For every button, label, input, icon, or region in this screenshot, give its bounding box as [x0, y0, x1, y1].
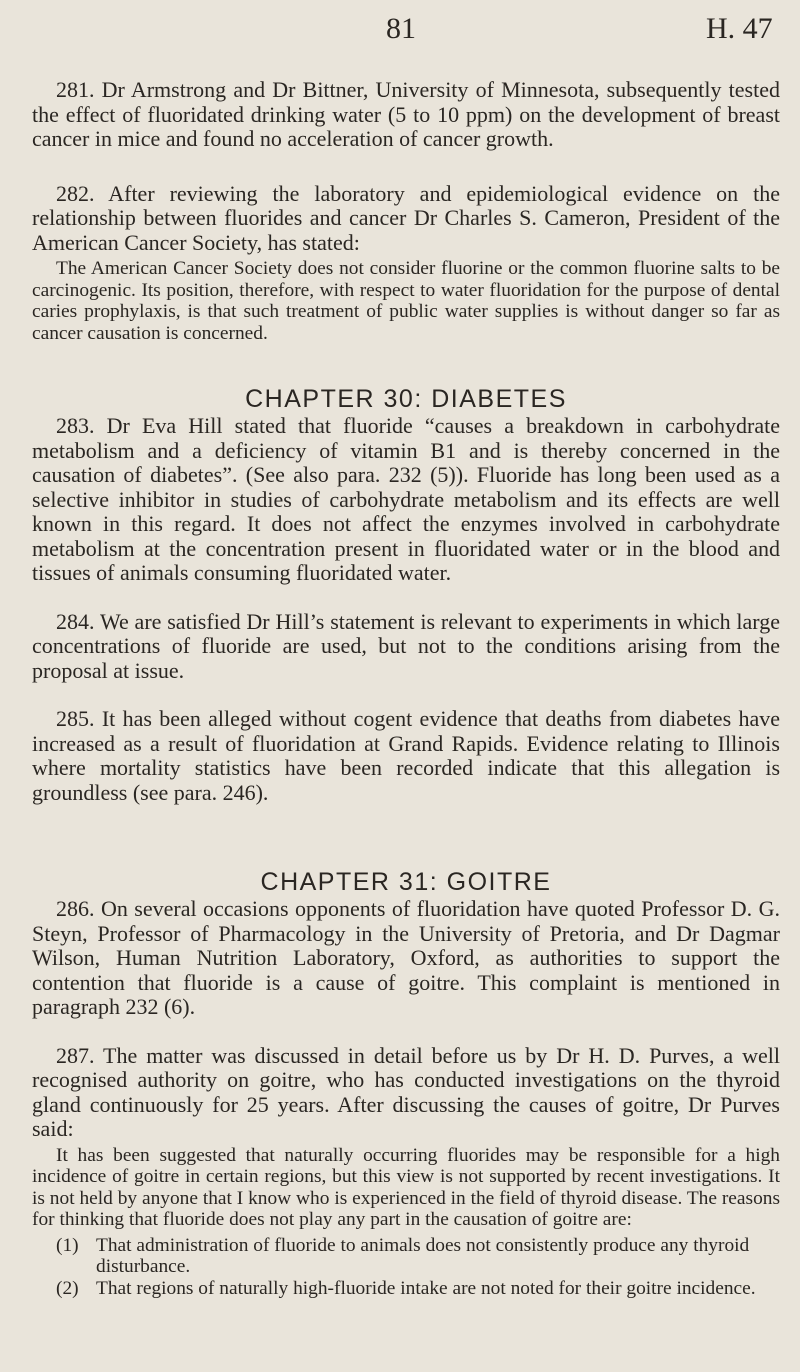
list-item-text: That regions of naturally high-fluoride intake are not noted for their goitre incidence.: [96, 1277, 756, 1299]
chapter-heading-diabetes: CHAPTER 30: DIABETES: [245, 385, 567, 413]
quotation-cameron: The American Cancer Society does not consider fluorine or the common fluorine salts to be carcinogenic. Its position, therefore, with respect to water fluoridation for the purpose of dental caries prophylaxis, is that such treatment of public water supplies is without danger so far as cancer causation is concerned.: [32, 258, 780, 344]
document-reference: H. 47: [706, 12, 773, 45]
page-content: [32, 78, 780, 1299]
list-item: [32, 1235, 780, 1278]
paragraph-281: 281. Dr Armstrong and Dr Bittner, University of Minnesota, subsequently tested the effect of fluoridated drinking water (5 to 10 ppm) on the development of breast cancer in mice and found no acceleration of cancer growth.: [32, 77, 780, 151]
paragraph-287: 287. The matter was discussed in detail before us by Dr H. D. Purves, a well recognised authority on goitre, who has conducted investigations on the thyroid gland continuously for 25 years. After discussing the causes of goitre, Dr Purves said:: [32, 1042, 780, 1141]
paragraph-286: 286. On several occasions opponents of fluoridation have quoted Professor D. G. Steyn, Professor of Pharmacology in the University of Pretoria, and Dr Dagmar Wilson, Human Nutrition Laboratory, Oxford, as authorities to support the contention that fluoride is a cause of goitre. This complaint is mentioned in paragraph 232 (6).: [32, 896, 780, 1019]
list-item-number: (1): [56, 1234, 79, 1256]
list-item: [32, 1278, 780, 1300]
paragraph-285: 285. It has been alleged without cogent evidence that deaths from diabetes have increased as a result of fluoridation at Grand Rapids. Evidence relating to Illinois where mortality statistics have been recorded indicate that this allegation is groundless (see para. 246).: [32, 706, 780, 805]
chapter-heading-goitre: CHAPTER 31: GOITRE: [260, 868, 552, 896]
paragraph-284: 284. We are satisfied Dr Hill’s statement is relevant to experiments in which large concentrations of fluoride are used, but not to the conditions arising from the proposal at issue.: [32, 608, 780, 683]
page-header: [0, 12, 800, 52]
list-item-number: (2): [56, 1277, 79, 1299]
list-item-text: That administration of fluoride to animals does not consistently produce any thyroid disturbance.: [96, 1234, 750, 1277]
quotation-purves: It has been suggested that naturally occurring fluorides may be responsible for a high incidence of goitre in certain regions, but this view is not supported by recent investigations. It is not held by anyone that I know who is experienced in the field of thyroid disease. The reasons for thinking that fluoride does not play any part in the causation of goitre are:: [32, 1144, 780, 1230]
reasons-list: [32, 1235, 780, 1300]
paragraph-282: 282. After reviewing the laboratory and epidemiological evidence on the relationship between fluorides and cancer Dr Charles S. Cameron, President of the American Cancer Society, has stated:: [32, 180, 780, 255]
page-number: 81: [386, 12, 416, 45]
paragraph-283: 283. Dr Eva Hill stated that fluoride “causes a breakdown in carbohydrate metabolism and a deficiency of vitamin B1 and is thereby concerned in the causation of diabetes”. (See also para. 232 (5)). Fluoride has long been used as a selective inhibitor in studies of carbohydrate metabolism and its effects are well known in this regard. It does not affect the enzymes involved in carbohydrate metabolism at the concentration present in fluoridated water or in the blood and tissues of animals consuming fluoridated water.: [32, 413, 780, 585]
